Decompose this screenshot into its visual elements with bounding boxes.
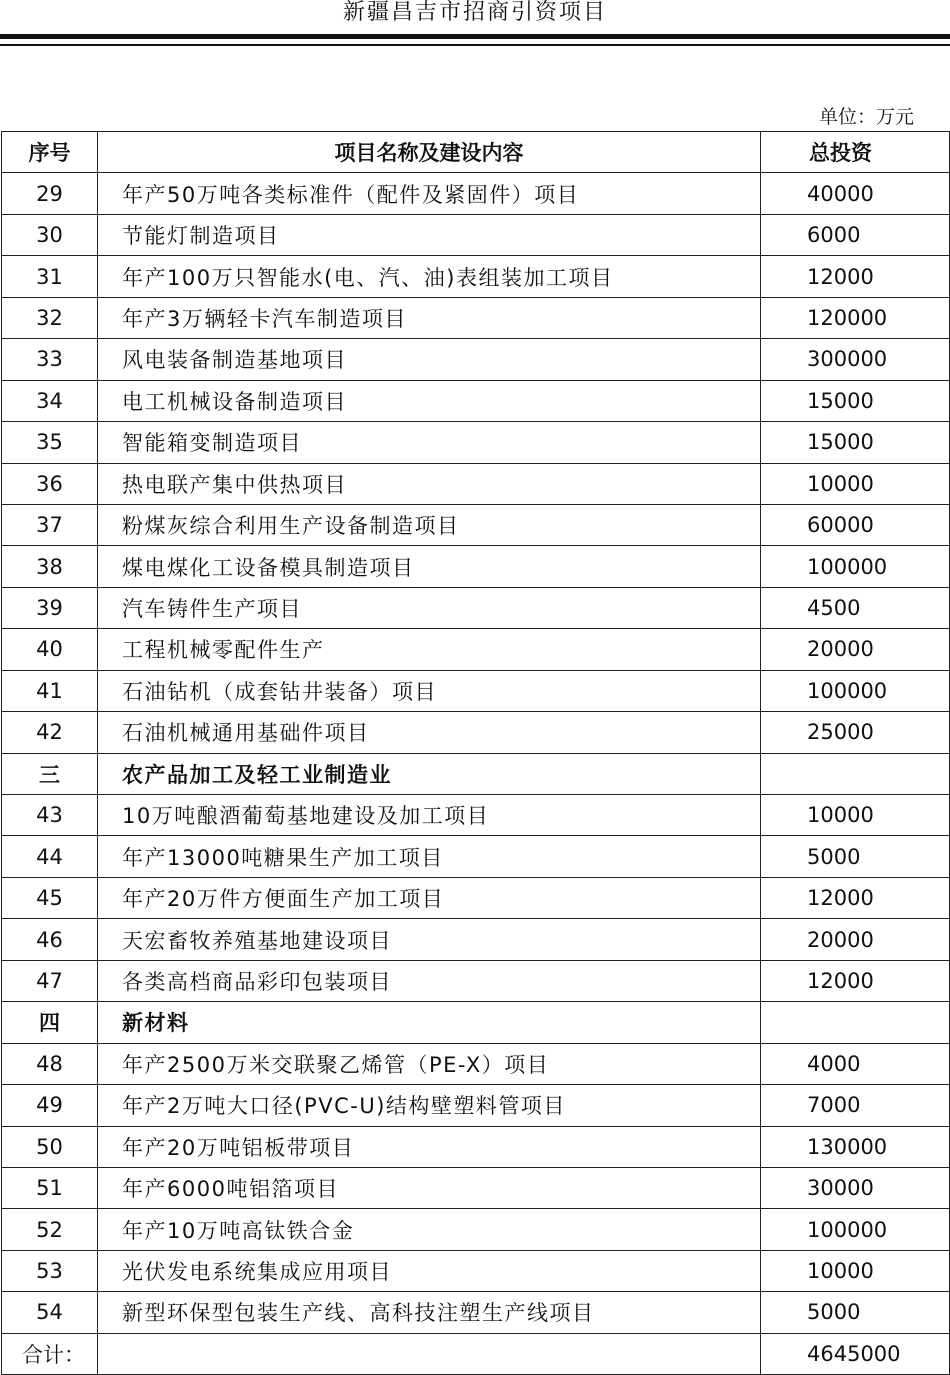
table-row: [2, 1209, 950, 1250]
investment-amount: 12000: [761, 877, 950, 918]
investment-amount: 5000: [761, 1292, 950, 1333]
row-number: 33: [2, 339, 98, 380]
row-number: 44: [2, 836, 98, 877]
table-row: [2, 463, 950, 504]
table-row: [2, 1043, 950, 1084]
row-number: 50: [2, 1126, 98, 1167]
table-row: [2, 629, 950, 670]
row-number: 39: [2, 587, 98, 628]
row-number: 46: [2, 919, 98, 960]
row-number: 38: [2, 546, 98, 587]
row-number: 47: [2, 960, 98, 1001]
row-number: 51: [2, 1167, 98, 1208]
project-name: 风电装备制造基地项目: [98, 339, 761, 380]
header-no: 序号: [2, 132, 98, 173]
project-name: 年产2万吨大口径(PVC-U)结构壁塑料管项目: [98, 1085, 761, 1126]
table-row: [2, 214, 950, 255]
project-name: 智能箱变制造项目: [98, 422, 761, 463]
project-name: 热电联产集中供热项目: [98, 463, 761, 504]
row-number: 43: [2, 795, 98, 836]
table-row: [2, 1126, 950, 1167]
investment-amount: 25000: [761, 712, 950, 753]
project-name: 煤电煤化工设备模具制造项目: [98, 546, 761, 587]
investment-amount: 10000: [761, 1250, 950, 1291]
table-row: [2, 712, 950, 753]
total-amount: 4645000: [761, 1333, 950, 1374]
table-row: [2, 1250, 950, 1291]
project-name: 石油机械通用基础件项目: [98, 712, 761, 753]
total-row: [2, 1333, 950, 1374]
row-number: 37: [2, 504, 98, 545]
project-name: 农产品加工及轻工业制造业: [98, 753, 761, 794]
project-name: 新材料: [98, 1002, 761, 1043]
investment-amount: 30000: [761, 1167, 950, 1208]
investment-amount: 15000: [761, 422, 950, 463]
investment-amount: 100000: [761, 1209, 950, 1250]
row-number: 三: [2, 753, 98, 794]
section-row: [2, 753, 950, 794]
table-row: [2, 670, 950, 711]
project-name: 年产10万吨高钛铁合金: [98, 1209, 761, 1250]
investment-amount: 300000: [761, 339, 950, 380]
table-row: [2, 960, 950, 1001]
table-row: [2, 1085, 950, 1126]
investment-amount: 15000: [761, 380, 950, 421]
project-table: [1, 131, 950, 1375]
investment-amount: 4000: [761, 1043, 950, 1084]
table-row: [2, 1167, 950, 1208]
row-number: 42: [2, 712, 98, 753]
row-number: 35: [2, 422, 98, 463]
project-name: 光伏发电系统集成应用项目: [98, 1250, 761, 1291]
investment-amount: 130000: [761, 1126, 950, 1167]
table-row: [2, 795, 950, 836]
investment-amount: [761, 1002, 950, 1043]
table-row: [2, 422, 950, 463]
row-number: 48: [2, 1043, 98, 1084]
project-name: 年产100万只智能水(电、汽、油)表组装加工项目: [98, 256, 761, 297]
row-number: 四: [2, 1002, 98, 1043]
project-name: 年产3万辆轻卡汽车制造项目: [98, 297, 761, 338]
project-name: 年产13000吨糖果生产加工项目: [98, 836, 761, 877]
row-number: 30: [2, 214, 98, 255]
page-title: 新疆昌吉市招商引资项目: [342, 0, 607, 25]
total-label: 合计：: [2, 1333, 98, 1374]
project-name: 年产20万件方便面生产加工项目: [98, 877, 761, 918]
row-number: 52: [2, 1209, 98, 1250]
row-number: 32: [2, 297, 98, 338]
project-name: 新型环保型包装生产线、高科技注塑生产线项目: [98, 1292, 761, 1333]
investment-amount: 60000: [761, 504, 950, 545]
row-number: 49: [2, 1085, 98, 1126]
project-name: 10万吨酿酒葡萄基地建设及加工项目: [98, 795, 761, 836]
project-name: 年产6000吨铝箔项目: [98, 1167, 761, 1208]
total-blank: [98, 1333, 761, 1374]
row-number: 34: [2, 380, 98, 421]
project-name: 粉煤灰综合利用生产设备制造项目: [98, 504, 761, 545]
project-name: 汽车铸件生产项目: [98, 587, 761, 628]
table-row: [2, 877, 950, 918]
table-header-row: [2, 132, 950, 173]
project-name: 节能灯制造项目: [98, 214, 761, 255]
row-number: 45: [2, 877, 98, 918]
project-name: 年产50万吨各类标准件（配件及紧固件）项目: [98, 173, 761, 214]
investment-amount: 100000: [761, 546, 950, 587]
row-number: 31: [2, 256, 98, 297]
investment-amount: 12000: [761, 960, 950, 1001]
table-row: [2, 587, 950, 628]
table-row: [2, 546, 950, 587]
table-row: [2, 173, 950, 214]
table-row: [2, 297, 950, 338]
header-name: 项目名称及建设内容: [98, 132, 761, 173]
investment-amount: 4500: [761, 587, 950, 628]
title-rule-thick: [0, 34, 950, 39]
investment-amount: 40000: [761, 173, 950, 214]
investment-amount: 10000: [761, 463, 950, 504]
row-number: 41: [2, 670, 98, 711]
investment-amount: 100000: [761, 670, 950, 711]
investment-amount: 7000: [761, 1085, 950, 1126]
project-name: 各类高档商品彩印包装项目: [98, 960, 761, 1001]
investment-amount: 120000: [761, 297, 950, 338]
project-name: 工程机械零配件生产: [98, 629, 761, 670]
table-row: [2, 339, 950, 380]
row-number: 36: [2, 463, 98, 504]
table-row: [2, 504, 950, 545]
project-name: 年产2500万米交联聚乙烯管（PE-X）项目: [98, 1043, 761, 1084]
table-row: [2, 1292, 950, 1333]
investment-amount: 20000: [761, 629, 950, 670]
row-number: 29: [2, 173, 98, 214]
investment-amount: 5000: [761, 836, 950, 877]
project-name: 年产20万吨铝板带项目: [98, 1126, 761, 1167]
section-row: [2, 1002, 950, 1043]
row-number: 53: [2, 1250, 98, 1291]
investment-amount: 6000: [761, 214, 950, 255]
project-name: 天宏畜牧养殖基地建设项目: [98, 919, 761, 960]
investment-amount: 20000: [761, 919, 950, 960]
table-row: [2, 256, 950, 297]
investment-amount: [761, 753, 950, 794]
unit-label: 单位：万元: [818, 106, 914, 128]
project-name: 石油钻机（成套钻井装备）项目: [98, 670, 761, 711]
project-name: 电工机械设备制造项目: [98, 380, 761, 421]
table-row: [2, 919, 950, 960]
table-row: [2, 836, 950, 877]
row-number: 54: [2, 1292, 98, 1333]
title-rule-thin: [0, 44, 950, 46]
row-number: 40: [2, 629, 98, 670]
investment-amount: 12000: [761, 256, 950, 297]
table-row: [2, 380, 950, 421]
investment-amount: 10000: [761, 795, 950, 836]
header-amount: 总投资: [761, 132, 950, 173]
